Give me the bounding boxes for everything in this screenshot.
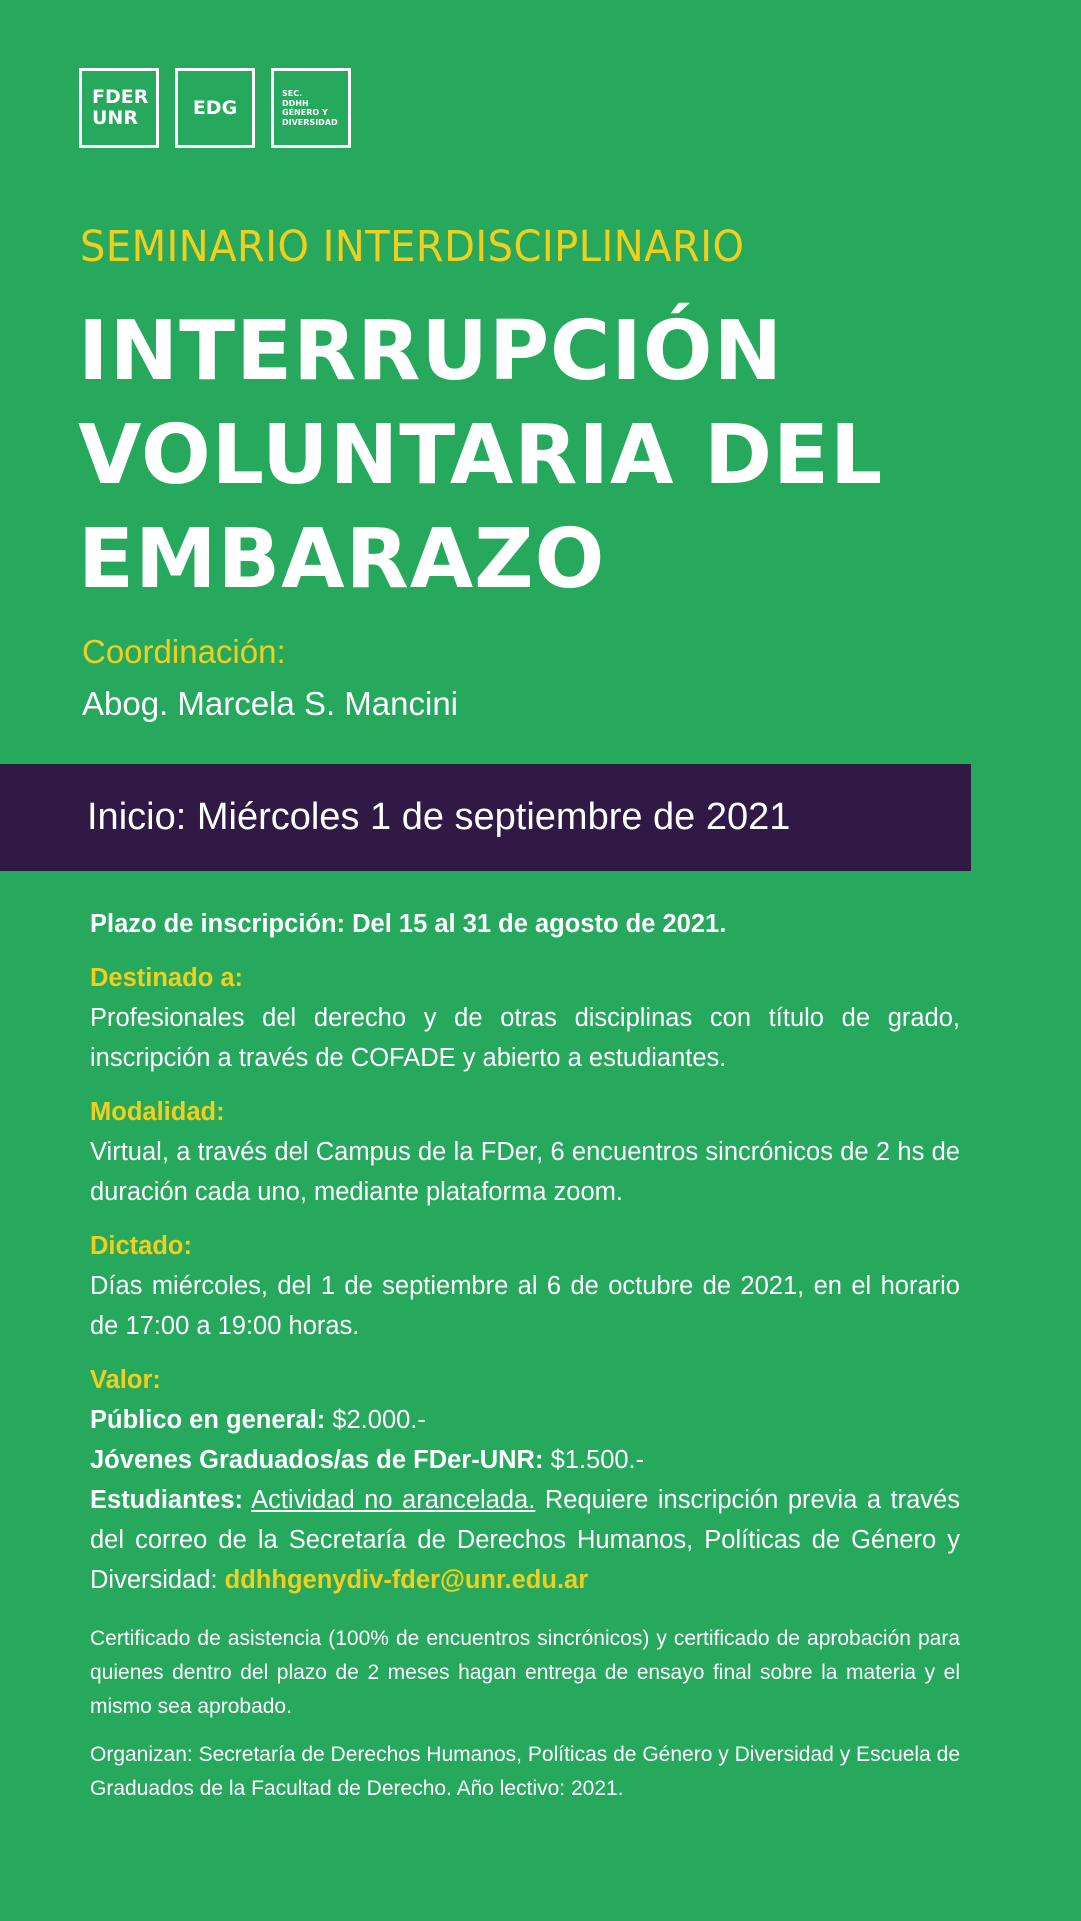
coordination-label: Coordinación:: [82, 633, 286, 670]
price-students-label: Estudiantes:: [90, 1486, 244, 1514]
fder-unr-logo: [79, 68, 159, 148]
sec-ddhh-logo: [271, 68, 351, 148]
organizers-text: Organizan: Secretaría de Derechos Humanos, Políticas de Género y Diversidad y Escuela de Graduados de la Facultad de Derecho. Año lectivo: 2021.: [90, 1743, 960, 1800]
registration-period: Plazo de inscripción: Del 15 al 31 de agosto de 2021.: [90, 910, 727, 938]
start-value: Miércoles 1 de septiembre de 2021: [196, 796, 791, 838]
seminar-eyebrow: SEMINARIO INTERDISCIPLINARIO: [80, 222, 745, 272]
price-public-label: Público en general:: [90, 1406, 326, 1434]
price-graduates: [90, 1440, 960, 1480]
details: [90, 904, 960, 1806]
price-students-text: Requiere inscripción previa a través del correo de la Secretaría de Derechos Humanos, Políticas de Género y Diversidad:: [90, 1486, 960, 1594]
logo-text: UNR: [92, 107, 138, 129]
logo-group: [79, 68, 351, 148]
schedule-label: Dictado:: [90, 1232, 192, 1260]
title-line: INTERRUPCIÓN: [78, 304, 784, 399]
start-date: [87, 796, 790, 839]
logo-text: GÉNERO Y: [282, 108, 328, 117]
schedule-text: Días miércoles, del 1 de septiembre al 6 de octubre de 2021, en el horario de 17:00 a 19:00 horas.: [90, 1272, 960, 1340]
modality-label: Modalidad:: [90, 1098, 225, 1126]
price-students-free: Actividad no arancelada.: [251, 1486, 536, 1514]
price-public: [90, 1400, 960, 1440]
modality-text: Virtual, a través del Campus de la FDer, 6 encuentros sincrónicos de 2 hs de duración cada uno, mediante plataforma zoom.: [90, 1138, 960, 1206]
seminar-title: [78, 300, 978, 612]
audience-label: Destinado a:: [90, 964, 244, 992]
price-graduates-value: $1.500.-: [550, 1446, 645, 1474]
start-label: Inicio:: [87, 796, 187, 838]
pricing-label: Valor:: [90, 1366, 161, 1394]
logo-text: FDER: [92, 86, 149, 108]
price-students: [90, 1480, 960, 1600]
edg-logo: [175, 68, 255, 148]
title-line: VOLUNTARIA DEL: [78, 408, 884, 503]
certificate-text: Certificado de asistencia (100% de encuentros sincrónicos) y certificado de aprobación para quienes dentro del plazo de 2 meses hagan entrega de ensayo final sobre la materia y el mismo sea aprobado.: [90, 1627, 960, 1718]
contact-email-link[interactable]: ddhhgenydiv-fder@unr.edu.ar: [224, 1566, 589, 1594]
audience-text: Profesionales del derecho y de otras disciplinas con título de grado, inscripción a través de COFADE y abierto a estudiantes.: [90, 1004, 960, 1072]
start-date-band: [0, 764, 971, 871]
logo-text: DIVERSIDAD: [282, 117, 338, 127]
logo-text: EDG: [192, 97, 238, 119]
coordination-name: Abog. Marcela S. Mancini: [82, 685, 459, 722]
title-line: EMBARAZO: [78, 512, 606, 607]
logo-text: SEC.: [282, 89, 303, 98]
price-graduates-label: Jóvenes Graduados/as de FDer-UNR:: [90, 1446, 544, 1474]
logo-text: DDHH: [282, 98, 309, 108]
price-public-value: $2.000.-: [332, 1406, 426, 1434]
